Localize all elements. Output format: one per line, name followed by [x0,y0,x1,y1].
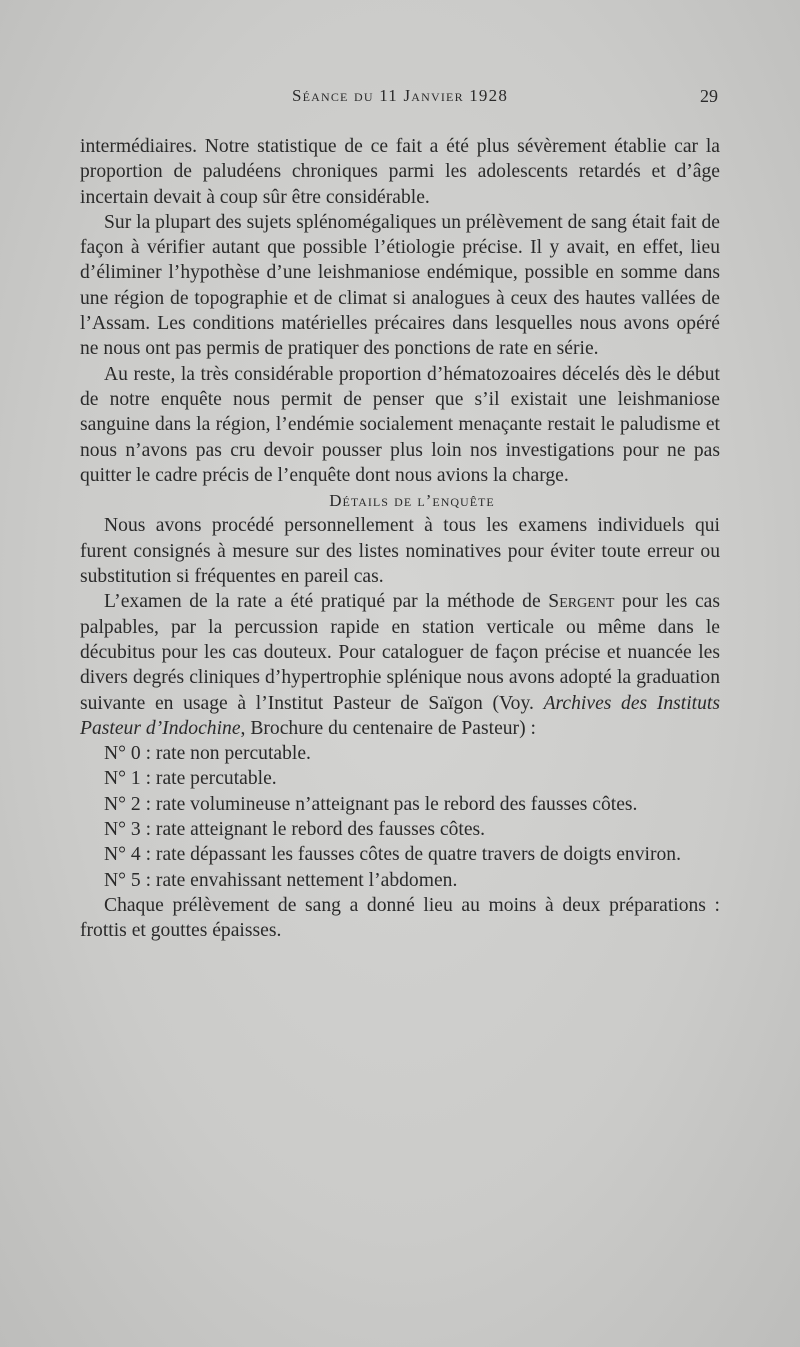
page-header [80,86,720,112]
grade-item: N° 0 : rate non percutable. [104,743,311,765]
grade-item: N° 5 : rate envahissant nettement l’abdomen. [104,869,458,891]
body-text [80,134,720,944]
grade-item: N° 3 : rate atteignant le rebord des fausses côtes. [104,819,486,841]
paragraph-5 [80,589,720,741]
author-name: Sergent [548,591,615,613]
grade-item: N° 4 : rate dépassant les fausses côtes de quatre travers de doigts environ. [104,844,681,866]
page-number: 29 [700,86,718,106]
paragraph-1: intermédiaires. Notre statistique de ce fait a été plus sévèrement établie car la proportion de paludéens chroniques parmi les adolescents retardés et d’âge incertain devait à coup sûr être considérable. [80,136,720,208]
p5-before-name: L’examen de la rate a été pratiqué par la méthode de [104,591,549,613]
paragraph-6: Chaque prélèvement de sang a donné lieu au moins à deux préparations : frottis et gouttes épaisses. [80,894,720,942]
journal-title: Archives des Instituts Pasteur d’Indochine [80,692,720,739]
p5-middle: pour les cas palpables, par la percussion rapide en station verticale ou même dans le décubitus pour les cas douteux. Pour cataloguer de façon précise et nuancée les divers degrés cliniques d’hypertrophie splénique nous avons adopté la graduation suivante en usage à l’Institut Pasteur de Saïgon (Voy. [80,591,720,714]
grade-item: N° 1 : rate percutable. [104,768,277,790]
paragraph-4: Nous avons procédé personnellement à tous les examens individuels qui furent consignés à mesure sur des listes nominatives pour éviter toute erreur ou substitution si fréquentes en pareil cas. [80,515,720,588]
running-head: Séance du 11 Janvier 1928 [291,86,509,105]
paragraph-3: Au reste, la très considérable proportion d’hématozoaires décelés dès le début de notre enquête nous permit de penser que s’il existait une leishmaniose sanguine dans la région, l’endémie socialement menaçante restait le paludisme et nous n’avons pas cru devoir pousser plus loin nos investigations pour ne pas quitter le cadre précis de l’enquête dont nous avions la charge. [80,363,720,486]
grade-item: N° 2 : rate volumineuse n’atteignant pas le rebord des fausses côtes. [104,793,638,815]
paragraph-2: Sur la plupart des sujets splénomégaliques un prélèvement de sang était fait de façon à vérifier autant que possible l’étiologie précise. Il y avait, en effet, lieu d’éliminer l’hypothèse d’une leishmaniose endémique, possible en somme dans une région de topographie et de climat si analogues à ceux des hautes vallées de l’Assam. Les conditions matérielles précaires dans lesquelles nous avons opéré ne nous ont pas permis de pratiquer des ponctions de rate en série. [80,211,720,360]
section-heading: Détails de l’enquête [329,491,495,511]
p5-after: , Brochure du centenaire de Pasteur) : [240,717,536,739]
